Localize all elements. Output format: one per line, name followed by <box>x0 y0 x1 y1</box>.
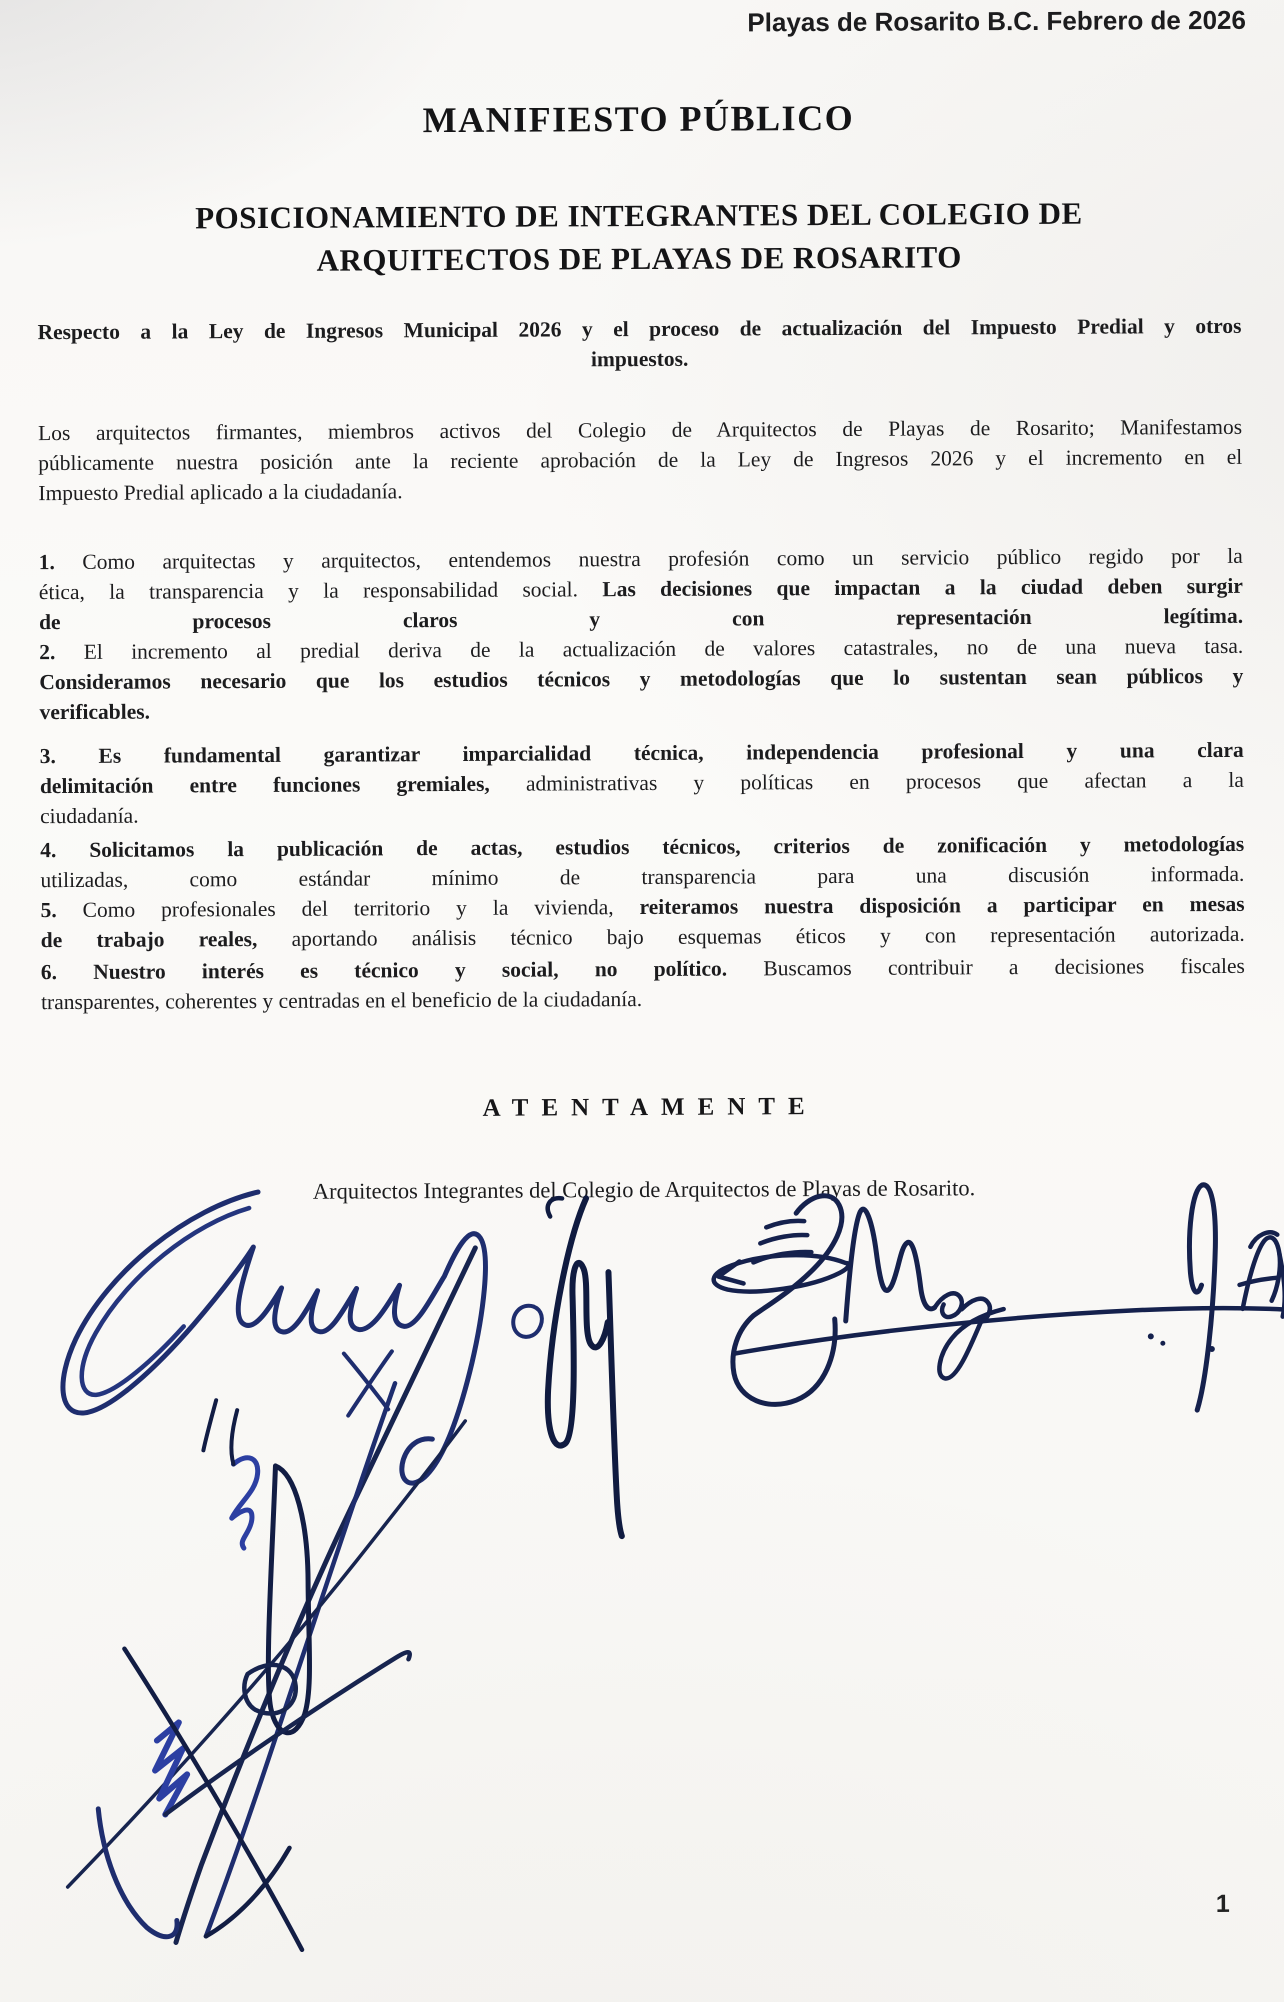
text-segment: Como profesionales del territorio y la vivienda, <box>56 895 640 923</box>
signature-caption: Arquitectos Integrantes del Colegio de Arquitectos de Playas de Rosarito. <box>312 1175 976 1204</box>
text-segment: públicamente nuestra posición ante la reciente aprobación de la Ley de Ingresos 2026 y el incremento en el <box>38 444 1243 476</box>
text-segment: transparentes, coherentes y centradas en el beneficio de la ciudadanía. <box>40 987 643 1015</box>
text-segment: Impuesto Predial aplicado a la ciudadanía. <box>38 479 403 506</box>
subtitle-line-1: POSICIONAMIENTO DE INTEGRANTES DEL COLEGIO DE <box>195 195 1083 236</box>
text-segment: administrativas y políticas en procesos que afectan a la <box>489 767 1244 796</box>
text-segment: Buscamos contribuir a decisiones fiscales <box>727 953 1245 981</box>
bold-text-segment: 2. <box>39 640 56 665</box>
page-number: 1 <box>1215 1889 1230 1919</box>
header-date: Playas de Rosarito B.C. Febrero de 2026 <box>747 4 1246 38</box>
bold-text-segment: 6. Nuestro interés es técnico y social, no político. <box>40 956 728 985</box>
bold-text-segment: 5. <box>40 898 57 923</box>
bold-text-segment: de trabajo reales, <box>40 927 258 953</box>
bold-text-segment: 1. <box>38 550 55 575</box>
bold-text-segment: 3. Es fundamental garantizar imparcialidad técnica, independencia profesional y una clara <box>39 737 1244 769</box>
bold-text-segment: verificables. <box>39 699 151 725</box>
page-title: MANIFIESTO PÚBLICO <box>422 97 855 141</box>
text-segment: utilizadas, como estándar mínimo de transparencia para una discusión informada. <box>40 861 1245 893</box>
bold-text-segment: 4. Solicitamos la publicación de actas, estudios técnicos, criterios de zonificación y metodologías <box>40 831 1245 863</box>
bold-text-segment: impuestos. <box>590 346 689 372</box>
bold-text-segment: de procesos claros y con representación legítima. <box>38 603 1244 635</box>
signature-right <box>713 1184 1284 1412</box>
bold-text-segment: delimitación entre funciones gremiales, <box>39 771 490 799</box>
signature-left <box>62 1191 545 1951</box>
text-segment: El incremento al predial deriva de la actualización de valores catastrales, no de una nueva tasa. <box>55 633 1244 665</box>
bold-text-segment: Las decisiones que impactan a la ciudad deben surgir <box>602 573 1243 602</box>
text-segment: ética, la transparencia y la responsabilidad social. <box>38 577 603 605</box>
signature-center <box>547 1198 622 1537</box>
bold-text-segment: Consideramos necesario que los estudios técnicos y metodologías que lo sustentan sean públicos y <box>39 663 1244 695</box>
subtitle-line-2: ARQUITECTOS DE PLAYAS DE ROSARITO <box>316 239 962 278</box>
bold-text-segment: reiteramos nuestra disposición a participar en mesas <box>639 891 1245 920</box>
text-segment: Como arquitectas y arquitectos, entendemos nuestra profesión como un servicio público regido por la <box>54 543 1243 575</box>
closing-salutation: ATENTAMENTE <box>482 1093 818 1122</box>
text-segment: aportando análisis técnico bajo esquemas éticos y con representación autorizada. <box>257 921 1245 952</box>
text-segment: Los arquitectos firmantes, miembros activos del Colegio de Arquitectos de Playas de Rosarito; Manifestamos <box>38 414 1243 446</box>
text-segment: ciudadanía. <box>40 803 139 829</box>
bold-text-segment: Respecto a la Ley de Ingresos Municipal 2026 y el proceso de actualización del Impuesto Predial y otros <box>37 313 1242 345</box>
